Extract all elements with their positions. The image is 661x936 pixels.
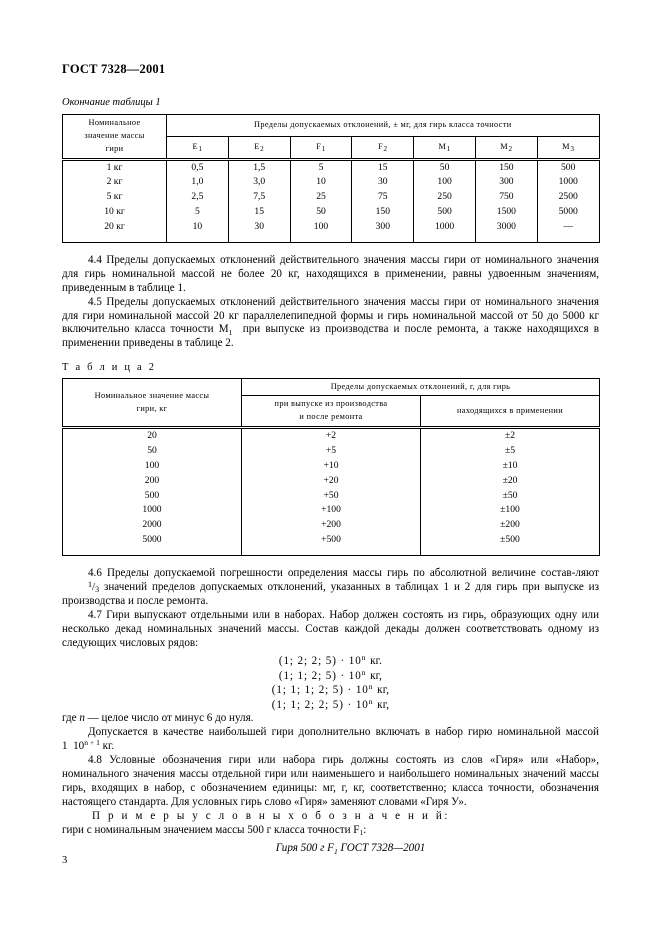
class-letter: M xyxy=(500,142,509,152)
table2-col0-line1: Номинальное значение массы xyxy=(94,390,210,400)
table1-head xyxy=(63,115,600,160)
series-exponent: n xyxy=(368,696,374,706)
series-line-4 xyxy=(62,698,599,712)
table2-col0-line2: гири, кг xyxy=(136,403,168,413)
fraction-numerator: 1 xyxy=(88,579,92,589)
table1-value-col-M1: 50 100 250 500 1000 xyxy=(414,159,476,235)
paragraph-4-5 xyxy=(62,296,599,352)
series-base: 10 xyxy=(348,669,362,682)
table1-caption: Окончание таблицы 1 xyxy=(62,97,161,108)
table1-body xyxy=(63,159,600,242)
class-index: 1 xyxy=(359,828,364,838)
paragraph-4-5-part2: при выпуске из производства и после ремонта, а также находящихся в применении приведены в таблице 2. xyxy=(62,323,599,350)
paragraph-4-6-part1: 4.6 Пределы допускаемой погрешности определения массы гирь по абсолютной величине состав-ляют xyxy=(88,566,599,579)
series-exponent: n xyxy=(361,667,367,677)
table2-release-cell: +2 +5 +10 +20 +50 +100 +200 +500 xyxy=(242,428,421,548)
series-sequence: (1; 1; 2; 2; 5) xyxy=(271,698,344,711)
series-base: 10 xyxy=(348,655,362,668)
allowance-unit: кг. xyxy=(102,740,115,752)
table1-col-M1 xyxy=(414,136,476,159)
series-unit: кг. xyxy=(370,655,383,668)
series-base: 10 xyxy=(355,684,369,697)
table1-col-F1 xyxy=(290,136,352,159)
table1-group-header: Пределы допускаемых отклонений, ± мг, для гирь класса точности xyxy=(167,115,600,137)
note-suffix: — целое число от минус 6 до нуля. xyxy=(84,712,254,725)
series-line-2 xyxy=(62,669,599,683)
table1-row-header xyxy=(63,115,167,160)
table2-head xyxy=(63,379,600,428)
paragraph-allowance xyxy=(62,726,599,754)
series-exponent: n xyxy=(368,682,374,692)
table2-col1-line1: при выпуске из производства xyxy=(274,399,388,409)
paragraph-4-6 xyxy=(62,567,599,609)
table2-inuse-cell: ±2 ±5 ±10 ±20 ±50 ±100 ±200 ±500 xyxy=(421,428,600,548)
class-letter: F xyxy=(378,142,384,152)
table2-caption: Т а б л и ц а 2 xyxy=(62,362,157,374)
series-unit: кг, xyxy=(377,698,390,711)
table2-bottom-pad xyxy=(63,548,600,556)
class-index: 1 xyxy=(228,327,233,337)
variable-n: n xyxy=(79,712,85,725)
table1-header-row-1 xyxy=(63,115,600,137)
table1-col-F2 xyxy=(352,136,414,159)
table1-col-M2 xyxy=(475,136,537,159)
paragraph-4-5-part1: 4.5 Пределы допускаемых отклонений действительного значения массы гири от номинального значения для гири номинальной массой 20 кг параллелепипедной формы и гирь номинальной массой от 50 до 5000 кг включительно класса точности M xyxy=(62,295,599,336)
multiplication-dot-icon: · xyxy=(340,655,346,668)
table2-col-release xyxy=(242,396,421,428)
class-index: 2 xyxy=(508,145,513,154)
table1-value-col-M3: 500 1000 2500 5000 — xyxy=(537,159,599,235)
table1-col-E1 xyxy=(167,136,229,159)
table2-col1-line2: и после ремонта xyxy=(299,412,363,422)
table2-mass-cell: 20 50 100 200 500 1000 2000 5000 xyxy=(63,428,242,548)
series-base: 10 xyxy=(355,698,369,711)
series-sequence: (1; 2; 2; 5) xyxy=(278,655,337,668)
row-header-line3: гири xyxy=(105,143,124,153)
page-number: 3 xyxy=(62,855,68,866)
class-letter: M xyxy=(438,142,447,152)
class-index: 1 xyxy=(321,145,326,154)
multiplication-dot-icon: · xyxy=(340,669,346,682)
table2-body xyxy=(63,428,600,556)
designation-part1: Гиря 500 г F xyxy=(275,842,334,855)
table-row xyxy=(63,428,600,548)
table-row xyxy=(63,159,600,235)
class-index: 1 xyxy=(198,145,203,154)
standard-title: ГОСТ 7328—2001 xyxy=(62,62,166,76)
class-index: 1 xyxy=(446,145,451,154)
series-sequence: (1; 1; 1; 2; 5) xyxy=(271,684,344,697)
allowance-part1: Допускается в качестве наибольшей гири дополнительно включать в набор гирю номинальной массой 1 xyxy=(62,726,599,752)
table1-bottom-pad xyxy=(63,235,600,243)
paragraph-4-4: 4.4 Пределы допускаемых отклонений действительного значения массы гири от номинального значения для гирь номинальной массой не более 20 кг, находящихся в применении, равны удвоенным значениям, приведенным в таблице 1. xyxy=(62,253,599,294)
multiplication-dot-icon: · xyxy=(347,684,353,697)
table1-mass-cell: 1 кг 2 кг 5 кг 10 кг 20 кг xyxy=(63,159,167,235)
table2-group-header: Пределы допускаемых отклонений, г, для гирь xyxy=(242,379,600,396)
example-lead xyxy=(62,824,599,838)
row-header-line1: Номинальное xyxy=(88,118,141,127)
table1-value-col-E2: 1,5 3,0 7,5 15 30 xyxy=(228,159,290,235)
examples-heading: П р и м е р ы у с л о в н ы х о б о з н а ч е н и й: xyxy=(92,809,451,822)
allowance-base: 10 xyxy=(73,740,85,752)
paragraph-4-6-part2: значений пределов допускаемых отклонений, указанных в таблицах 1 и 2 для гирь при выпуске из производства и после ремонта. xyxy=(62,580,599,607)
series-exponent: n xyxy=(361,653,367,663)
example-lead-colon: : xyxy=(363,823,367,836)
example-lead-text: гири с номинальным значением массы 500 г класса точности F xyxy=(62,823,360,836)
table1-value-col-F1: 5 10 25 50 100 xyxy=(290,159,352,235)
table2-header-row-1 xyxy=(63,379,600,396)
class-letter: M xyxy=(562,142,570,152)
table1-col-M3 xyxy=(537,136,599,159)
paragraph-4-7: 4.7 Гири выпускают отдельными или в наборах. Набор должен состоять из гирь, образующих одну или несколько декад номинальных значений массы. Состав каждой декады должен соответствовать одному из следующих числовых рядов: xyxy=(62,608,599,649)
table1-col-E2 xyxy=(228,136,290,159)
multiplication-dot-icon: · xyxy=(347,698,353,711)
class-letter: E xyxy=(192,142,198,152)
example-designation xyxy=(62,841,599,855)
class-index: 3 xyxy=(570,145,575,154)
class-letter: E xyxy=(254,142,260,152)
note-prefix: где xyxy=(62,712,80,725)
series-unit: кг, xyxy=(370,669,383,682)
table2-row-header xyxy=(63,379,242,428)
class-index: 2 xyxy=(383,145,388,154)
class-index: 1 xyxy=(333,846,338,856)
table-1 xyxy=(62,114,600,243)
series-line-3 xyxy=(62,683,599,697)
note-n-definition xyxy=(62,712,599,726)
series-line-1 xyxy=(62,654,599,668)
table1-value-col-E1: 0,5 1,0 2,5 5 10 xyxy=(167,159,229,235)
class-index: 2 xyxy=(260,145,265,154)
paragraph-4-8: 4.8 Условные обозначения гири или набора гирь должны состоять из слов «Гиря» или «Набор», номинального значения массы отдельной гири или наименьшего и наибольшего номинальных значений массы гирь, входящих в набор, с обозначением единицы: мг, г, кг, соответственно; класса точности, обозначения настоящего стандарта. Для условных гирь слово «Гиря» заменяют словами «Гиря У». xyxy=(62,753,599,808)
row-header-line2: значение массы xyxy=(84,130,145,140)
class-letter: F xyxy=(316,142,322,152)
table-2 xyxy=(62,378,600,556)
allowance-exponent: n + 1 xyxy=(84,738,100,747)
table1-value-col-F2: 15 30 75 150 300 xyxy=(352,159,414,235)
page-content xyxy=(62,62,599,856)
table1-value-col-M2: 150 300 750 1500 3000 xyxy=(475,159,537,235)
fraction-one-third: $^1$/3 xyxy=(88,579,100,594)
series-unit: кг, xyxy=(377,684,390,697)
series-sequence: (1; 1; 2; 5) xyxy=(278,669,337,682)
designation-part2: ГОСТ 7328—2001 xyxy=(337,842,426,855)
fraction-denominator: 3 xyxy=(95,584,100,594)
table2-col-inuse: находящихся в применении xyxy=(421,396,600,428)
